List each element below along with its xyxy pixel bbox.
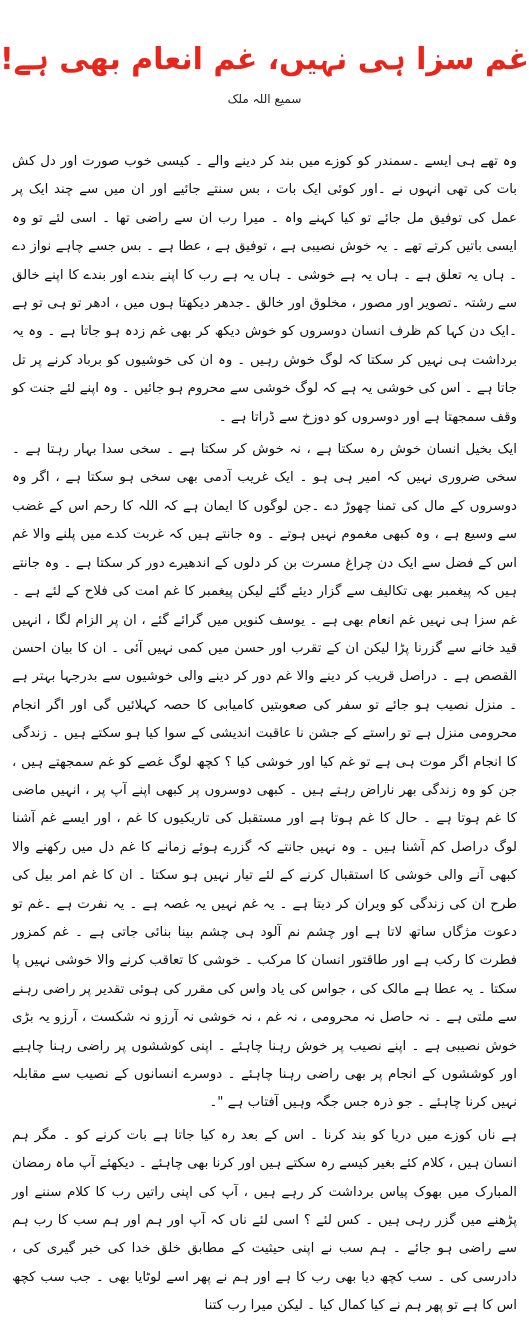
article-title: غم سزا ہی نہیں، غم انعام بھی ہے!: [0, 42, 529, 77]
article-paragraph: وہ تھے ہی ایسے ۔سمندر کو کوزے میں بند کر دینے والے ۔ کیسی خوب صورت اور دل کش بات کی تھی انہوں نے ۔اور کوئی ایک بات ، بس سنتے جائیے اور ان میں سے چند ایک پر عمل کی توفیق مل جائے تو کیا کہنے واہ ۔ میرا رب ان سے راضی تھا ۔ اسی لئے تو وہ ایسی باتیں کرتے تھے ۔ یہ خوش نصیبی ہے ، توفیق ہے ، عطا ہے ۔ بس جسے چاہے نواز دے ۔ ہاں یہ تعلق ہے ۔ ہاں یہ ہے خوشی ۔ ہاں یہ ہے رب کا اپنے بندے اور بندے کا اپنے خالق سے رشتہ ۔تصویر اور مصور ، مخلوق اور خالق ۔جدھر دیکھتا ہوں میں ، ادھر تو ہی تو ہے ۔ایک دن کہا کم ظرف انسان دوسروں کو خوش دیکھ کر بھی غم زدہ ہو جاتا ہے ۔ وہ یہ برداشت ہی نہیں کر سکتا کہ لوگ خوش رہیں ۔ وہ ان کی خوشیوں کو برباد کرنے پر تل جاتا ہے ۔ اس کی خوشی یہ ہے کہ لوگ خوشی سے محروم ہو جائیں ۔ وہ اپنے لئے جنت کو وقف سمجھتا ہے اور دوسروں کو دوزخ سے ڈراتا ہے ۔: [12, 154, 517, 425]
article-body: [12, 148, 517, 1314]
article-paragraph: ایک بخیل انسان خوش رہ سکتا ہے ، نہ خوش کر سکتا ہے ۔ سخی سدا بہار رہتا ہے ۔ سخی ضروری نہیں کہ امیر ہی ہو ۔ ایک غریب آدمی بھی سخی ہو سکتا ہے ، اگر وہ دوسروں کے مال کی تمنا چھوڑ دے ۔جن لوگوں کا ایمان ہے کہ اللہ کا رحم اس کے غضب سے وسیع ہے ، وہ کبھی مغموم نہیں ہوتے ۔ وہ جانتے ہیں کہ غربت کدے میں پلنے والا غم اس کے فضل سے ایک دن چراغ مسرت بن کر دلوں کے اندھیرے دور کر سکتا ہے ۔ وہ جانتے ہیں کہ پیغمبر بھی تکالیف سے گزار دیئے گئے لیکن پیغمبر کا غم امت کی فلاح کے لئے ہے ۔ غم سزا ہی نہیں غم انعام بھی ہے ۔ یوسف کنویں میں گرائے گئے ، ان پر الزام لگا ، انہیں قید خانے سے گزرنا پڑا لیکن ان کے تقرب اور حسن میں کمی نہیں آئی ۔ ان کا بیان احسن القصص ہے ۔ دراصل قریب کر دینے والا غم دور کر دینے والی خوشیوں سے بدرجہا بہتر ہے ۔ منزل نصیب ہو جائے تو سفر کی صعوبتیں کامیابی کا حصہ کہلائیں گی اور اگر انجام محرومی منزل ہے تو راستے کے جشن نا عاقبت اندیشی کے سوا کیا ہو سکتے ہیں ۔ زندگی کا انجام اگر موت ہی ہے تو غم کیا اور خوشی کیا ؟ کچھ لوگ غصے کو غم سمجھتے ہیں ، جن کو وہ زندگی بھر ناراض رہتے ہیں ۔ کبھی دوسروں پر کبھی اپنے آپ پر ، انہیں ماضی کا غم ہوتا ہے ۔ حال کا غم ہوتا ہے اور مستقبل کی تاریکیوں کا غم ، اور ایسے غم آشنا لوگ دراصل کم آشنا ہیں ۔ وہ نہیں جانتے کہ گزرے ہوئے زمانے کا غم دل میں رکھنے والا کبھی آنے والی خوشی کا استقبال کرنے کے لئے تیار نہیں ہو سکتا ۔ ان کا غم امر بیل کی طرح ان کی زندگی کو ویران کر دیتا ہے ۔ یہ غم نہیں یہ غصہ ہے ۔ یہ نفرت ہے ۔غم تو دعوت مژگاں ساتھ لاتا ہے اور چشم نم آلود ہی چشم بینا بنائی جاتی ہے ۔ غم کمزور فطرت کا رکب ہے اور طاقتور انسان کا مرکب ۔ خوشی کا تعاقب کرنے والا خوشی نہیں پا سکتا ۔ یہ عطا ہے مالک کی ، جواس کی یاد واس کی مقرر کی ہوئی تقدیر پر راضی رہنے سے ملتی ہے ۔ نہ حاصل نہ محرومی ، نہ غم ، نہ خوشی نہ آرزو نہ شکست ، آرزو یہ بڑی خوش نصیبی ہے ۔ اپنے نصیب پر خوش رہنا چاہئے ۔ اپنی کوششوں پر راضی رہنا چاہیے اور کوششوں کے انجام پر بھی راضی رہنا چاہئے ۔ دوسرے انسانوں کے نصیب سے مقابلہ نہیں کرنا چاہئے ۔ جو ذرہ جس جگہ وہیں آفتاب ہے "۔: [12, 442, 517, 1111]
author-byline: سمیع اللہ ملک: [227, 92, 302, 106]
article-paragraph: ہے ناں کوزے میں دریا کو بند کرنا ۔ اس کے بعد رہ کیا جاتا ہے بات کرنے کو ۔ مگر ہم انسان ہیں ، کلام کئے بغیر کیسے رہ سکتے ہیں اور کرنا بھی چاہئے ۔ دیکھئے آپ ماہ رمضان المبارک میں بھوک پیاس برداشت کر رہے ہیں ، آپ کی اپنی راتیں رب کا کلام سننے اور پڑھنے میں گزر رہی ہیں ۔ کس لئے ؟ اسی لئے ناں کہ آپ اور ہم اور ہم سب کا رب ہم سے راضی ہو جائے ۔ ہم سب نے اپنی حیثیت کے مطابق خلق خدا کی خبر گیری کی ، دادرسی کی ۔ سب کچھ دیا بھی رب کا ہے اور ہم نے پھر اسے لوٹایا بھی ۔ جب سب کچھ اس کا ہے تو پھر ہم نے کیا کمال کیا ۔ لیکن میرا رب کتنا: [12, 1127, 517, 1314]
